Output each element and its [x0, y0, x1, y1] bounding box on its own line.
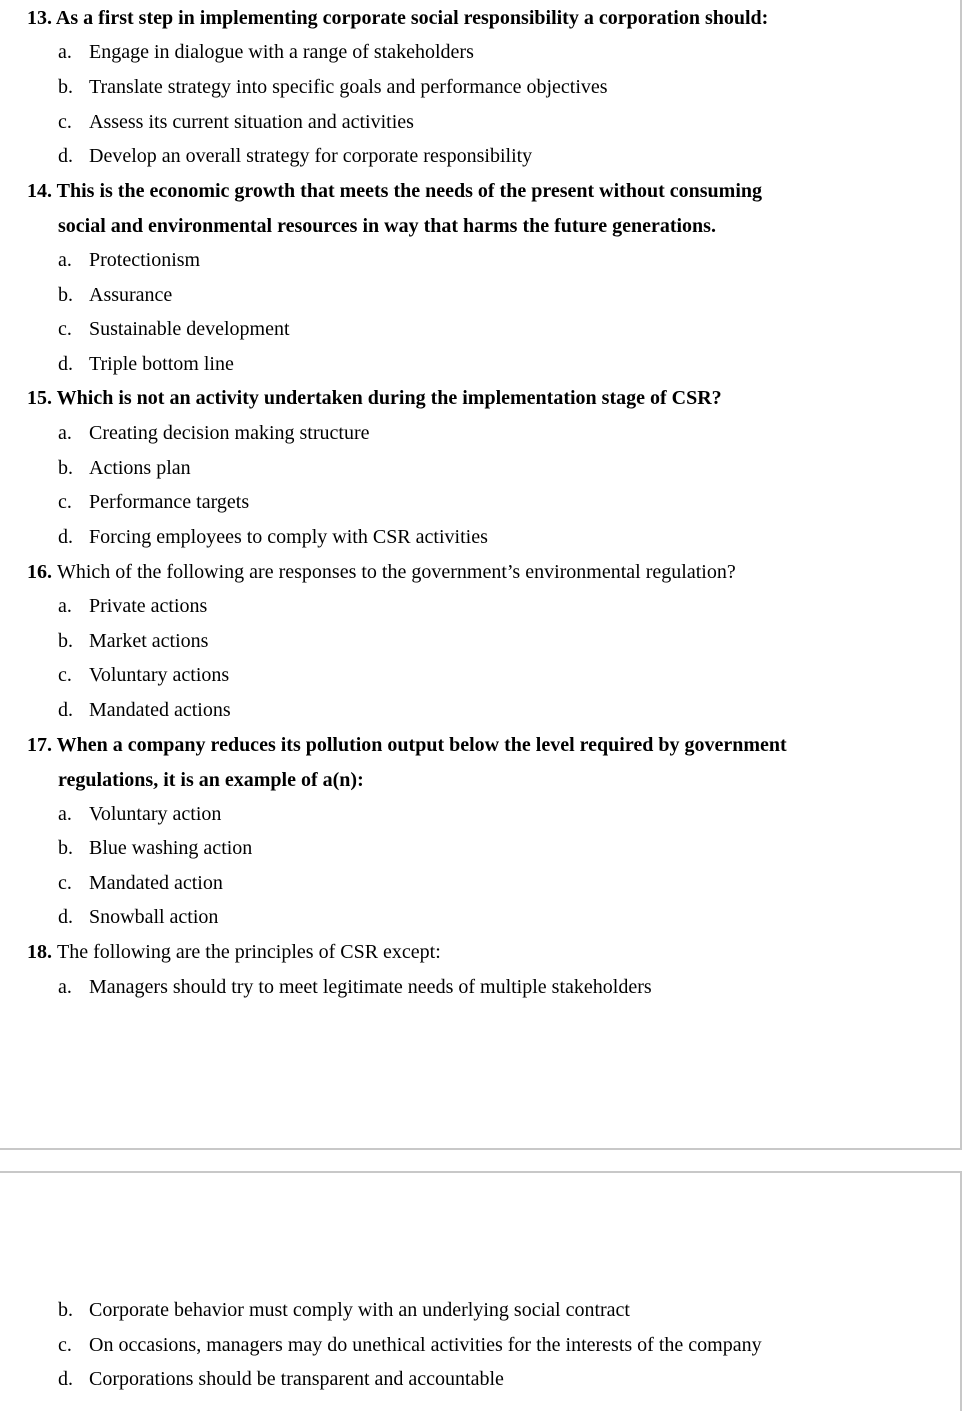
- option-text: Mandated actions: [89, 699, 231, 721]
- option-letter: d.: [58, 526, 73, 548]
- option-text: Private actions: [89, 595, 208, 617]
- option-14a: [58, 248, 200, 272]
- option-text: Market actions: [89, 630, 209, 652]
- option-letter: c.: [58, 491, 72, 513]
- option-letter: d.: [58, 353, 73, 375]
- option-text: Blue washing action: [89, 837, 253, 859]
- option-text: Develop an overall strategy for corporate responsibility: [89, 145, 533, 167]
- question-14-continuation: social and environmental resources in way that harms the future generations.: [58, 215, 716, 237]
- option-16b: [58, 629, 208, 653]
- question-text: Which is not an activity undertaken during the implementation stage of CSR?: [56, 387, 722, 409]
- page-break: [0, 1150, 974, 1171]
- option-letter: d.: [58, 145, 73, 167]
- option-letter: c.: [58, 664, 72, 686]
- option-13c: [58, 110, 414, 134]
- question-15: [27, 386, 722, 410]
- option-text: Managers should try to meet legitimate needs of multiple stakeholders: [89, 976, 652, 998]
- option-letter: a.: [58, 976, 72, 998]
- option-letter: a.: [58, 249, 72, 271]
- option-letter: d.: [58, 1368, 73, 1390]
- question-17: [27, 733, 787, 757]
- option-15d: [58, 525, 488, 549]
- option-17a: [58, 802, 221, 826]
- question-text: When a company reduces its pollution output below the level required by government: [56, 734, 787, 756]
- option-text: Assurance: [89, 284, 173, 306]
- option-17d: [58, 905, 218, 929]
- option-letter: b.: [58, 284, 73, 306]
- option-text: Engage in dialogue with a range of stakeholders: [89, 41, 474, 63]
- option-15b: [58, 456, 191, 480]
- question-number: 16.: [27, 561, 52, 583]
- option-18b: [58, 1298, 630, 1322]
- question-14: [27, 179, 762, 203]
- option-text: On occasions, managers may do unethical activities for the interests of the company: [89, 1334, 762, 1356]
- option-letter: b.: [58, 837, 73, 859]
- question-18: [27, 940, 441, 964]
- question-text: Which of the following are responses to the government’s environmental regulation?: [57, 561, 736, 583]
- option-text: Triple bottom line: [89, 353, 234, 375]
- option-text: Corporate behavior must comply with an underlying social contract: [89, 1299, 630, 1321]
- option-18d: [58, 1367, 504, 1391]
- option-17b: [58, 836, 252, 860]
- option-letter: b.: [58, 630, 73, 652]
- question-number: 15.: [27, 387, 52, 409]
- option-text: Performance targets: [89, 491, 250, 513]
- option-14b: [58, 283, 172, 307]
- option-letter: b.: [58, 457, 73, 479]
- document-page-2: [0, 1171, 962, 1411]
- option-text: Sustainable development: [89, 318, 290, 340]
- option-letter: a.: [58, 803, 72, 825]
- option-text: Corporations should be transparent and accountable: [89, 1368, 504, 1390]
- option-text: Translate strategy into specific goals and performance objectives: [89, 76, 608, 98]
- option-16d: [58, 698, 231, 722]
- option-17c: [58, 871, 223, 895]
- option-letter: c.: [58, 111, 72, 133]
- option-18a: [58, 975, 652, 999]
- option-15a: [58, 421, 369, 445]
- option-text: Voluntary actions: [89, 664, 230, 686]
- option-letter: a.: [58, 41, 72, 63]
- question-number: 13.: [27, 7, 52, 29]
- option-letter: a.: [58, 595, 72, 617]
- option-letter: b.: [58, 1299, 73, 1321]
- option-letter: c.: [58, 1334, 72, 1356]
- option-letter: d.: [58, 906, 73, 928]
- question-text: This is the economic growth that meets the needs of the present without consuming: [56, 180, 762, 202]
- question-number: 14.: [27, 180, 52, 202]
- option-letter: c.: [58, 872, 72, 894]
- option-text: Forcing employees to comply with CSR activities: [89, 526, 488, 548]
- option-text: Actions plan: [89, 457, 191, 479]
- option-13b: [58, 75, 608, 99]
- option-14c: [58, 317, 290, 341]
- option-13d: [58, 144, 532, 168]
- option-14d: [58, 352, 234, 376]
- option-18c: [58, 1333, 762, 1357]
- question-number: 18.: [27, 941, 52, 963]
- question-17-continuation: regulations, it is an example of a(n):: [58, 769, 364, 791]
- option-text: Creating decision making structure: [89, 422, 370, 444]
- option-text: Mandated action: [89, 872, 223, 894]
- option-13a: [58, 40, 474, 64]
- question-16: [27, 560, 736, 584]
- option-text: Protectionism: [89, 249, 201, 271]
- option-letter: c.: [58, 318, 72, 340]
- option-15c: [58, 490, 249, 514]
- option-letter: d.: [58, 699, 73, 721]
- question-text: As a first step in implementing corporate social responsibility a corporation should:: [55, 7, 769, 29]
- option-letter: a.: [58, 422, 72, 444]
- option-16c: [58, 663, 229, 687]
- question-text: The following are the principles of CSR except:: [57, 941, 441, 963]
- option-16a: [58, 594, 207, 618]
- option-text: Snowball action: [89, 906, 219, 928]
- question-number: 17.: [27, 734, 52, 756]
- option-text: Voluntary action: [89, 803, 222, 825]
- option-letter: b.: [58, 76, 73, 98]
- option-text: Assess its current situation and activities: [89, 111, 414, 133]
- question-13: [27, 6, 768, 30]
